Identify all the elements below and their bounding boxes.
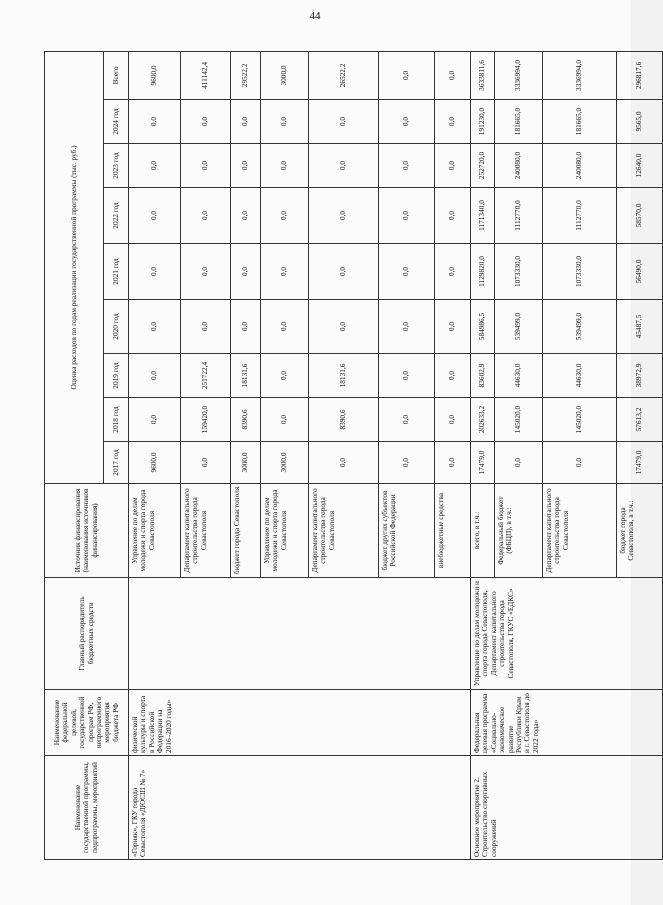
year-value-cell: 1129820,0: [471, 244, 495, 300]
header-total: Всего: [104, 51, 129, 99]
year-value-cell: 0,0: [435, 188, 471, 244]
year-value-cell: 145020,0: [495, 398, 543, 442]
year-value-cell: 240080,0: [543, 144, 617, 188]
year-value-cell: 240080,0: [495, 144, 543, 188]
year-value-cell: 0,0: [129, 244, 181, 300]
year-value-cell: 0,0: [129, 398, 181, 442]
year-value-cell: 0,0: [379, 398, 435, 442]
year-value-cell: 0,0: [379, 442, 435, 484]
year-value-cell: 18131,6: [309, 354, 379, 398]
year-value-cell: 145020,0: [543, 398, 617, 442]
funding-source-cell: бюджет города Севастополя: [231, 484, 261, 578]
year-value-cell: 0,0: [379, 244, 435, 300]
year-value-cell: 0,0: [261, 300, 309, 354]
year-value-cell: 0,0: [231, 188, 261, 244]
year-value-cell: 3000,0: [261, 442, 309, 484]
year-value-cell: 0,0: [379, 188, 435, 244]
year-value-cell: 1073330,0: [495, 244, 543, 300]
funding-source-cell: всего, в т.ч.:: [471, 484, 495, 578]
funding-source-cell: Федеральный бюджет (ФБЦП), в т.ч.:: [495, 484, 543, 578]
year-value-cell: 44630,0: [495, 354, 543, 398]
funding-source-cell: внебюджетные средства: [435, 484, 471, 578]
funding-source-cell: Управление по делам молодежи и спорта города Севастополя: [261, 484, 309, 578]
year-value-cell: 0,0: [231, 300, 261, 354]
year-value-cell: 1073330,0: [543, 244, 617, 300]
year-value-cell: 0,0: [231, 244, 261, 300]
year-value-cell: 0,0: [435, 398, 471, 442]
year-value-cell: 17479,0: [617, 442, 663, 484]
header-year: 2018 год: [104, 398, 129, 442]
total-value-cell: 0,0: [435, 51, 471, 99]
year-value-cell: 0,0: [309, 244, 379, 300]
total-value-cell: 29522,2: [231, 51, 261, 99]
year-value-cell: 0,0: [129, 144, 181, 188]
budget-manager-cell: [129, 578, 471, 690]
year-value-cell: 0,0: [231, 100, 261, 144]
total-value-cell: 0,0: [379, 51, 435, 99]
table-body: [129, 51, 663, 859]
year-value-cell: 252720,0: [471, 144, 495, 188]
year-value-cell: 0,0: [129, 300, 181, 354]
year-value-cell: 0,0: [261, 398, 309, 442]
year-value-cell: 0,0: [309, 188, 379, 244]
funding-source-cell: Департамент капитального строительства города Севастополя: [309, 484, 379, 578]
year-value-cell: 191230,0: [471, 100, 495, 144]
header-year: 2024 год: [104, 100, 129, 144]
year-value-cell: 0,0: [181, 188, 231, 244]
year-value-cell: 57613,2: [617, 398, 663, 442]
year-value-cell: 9600,0: [129, 442, 181, 484]
year-value-cell: 0,0: [181, 442, 231, 484]
header-budget-manager: Главный распорядитель бюджетных средств: [45, 578, 129, 690]
budget-manager-cell: Управление по делам молодежи и спорта города Севастополя, Департамент капитального строительства города Севастополя, ГКУС «ЕДКС»: [471, 578, 663, 690]
year-value-cell: 83602,9: [471, 354, 495, 398]
page-number: 44: [309, 10, 321, 22]
total-value-cell: 3633811,6: [471, 51, 495, 99]
year-value-cell: 0,0: [379, 354, 435, 398]
year-value-cell: 0,0: [261, 144, 309, 188]
year-value-cell: 0,0: [129, 354, 181, 398]
year-value-cell: 0,0: [261, 188, 309, 244]
year-value-cell: 584986,5: [471, 300, 495, 354]
header-year: 2022 год: [104, 188, 129, 244]
year-value-cell: 18131,6: [231, 354, 261, 398]
year-value-cell: 181665,0: [543, 100, 617, 144]
header-year: 2023 год: [104, 144, 129, 188]
total-value-cell: 3336994,0: [543, 51, 617, 99]
year-value-cell: 0,0: [231, 144, 261, 188]
year-value-cell: 3000,0: [231, 442, 261, 484]
table-row: [129, 51, 181, 859]
year-value-cell: 0,0: [261, 354, 309, 398]
year-value-cell: 56490,0: [617, 244, 663, 300]
header-year: 2020 год: [104, 300, 129, 354]
year-value-cell: 0,0: [495, 442, 543, 484]
year-value-cell: 44630,0: [543, 354, 617, 398]
header-funding-source: Источник финансирования (наименования источников финансирования): [45, 484, 129, 578]
program-name-cell: «Горняк», ГКУ города Севастополя «ДЮСШ № 7»: [129, 756, 471, 860]
year-value-cell: 58570,0: [617, 188, 663, 244]
header-year: 2019 год: [104, 354, 129, 398]
year-value-cell: 0,0: [379, 144, 435, 188]
year-value-cell: 1112770,0: [543, 188, 617, 244]
budget-table: [44, 51, 663, 860]
year-value-cell: 12640,0: [617, 144, 663, 188]
header-program: Наименование государственной программы, подпрограммы, мероприятий: [45, 756, 129, 860]
year-value-cell: 0,0: [181, 100, 231, 144]
year-value-cell: 0,0: [379, 100, 435, 144]
year-value-cell: 1112770,0: [495, 188, 543, 244]
header-year: 2017 год: [104, 442, 129, 484]
table-row: [471, 51, 495, 859]
total-value-cell: 411142,4: [181, 51, 231, 99]
total-value-cell: 3336994,0: [495, 51, 543, 99]
year-value-cell: 0,0: [435, 144, 471, 188]
year-value-cell: 0,0: [309, 300, 379, 354]
funding-source-cell: Управление по делам молодежи и спорта города Севастополя: [129, 484, 181, 578]
year-value-cell: 8390,6: [231, 398, 261, 442]
year-value-cell: 8390,6: [309, 398, 379, 442]
year-value-cell: 0,0: [435, 244, 471, 300]
year-value-cell: 0,0: [261, 100, 309, 144]
year-value-cell: 251722,4: [181, 354, 231, 398]
total-value-cell: 9600,0: [129, 51, 181, 99]
header-expense-estimate: Оценка расходов по годам реализации государственной программы (тыс. руб.): [45, 51, 104, 483]
year-value-cell: 17479,0: [471, 442, 495, 484]
year-value-cell: 1171340,0: [471, 188, 495, 244]
header-year: 2021 год: [104, 244, 129, 300]
year-value-cell: 0,0: [435, 100, 471, 144]
year-value-cell: 0,0: [543, 442, 617, 484]
total-value-cell: 3000,0: [261, 51, 309, 99]
year-value-cell: 0,0: [129, 100, 181, 144]
federal-program-cell: физической культуры и спорта в Российской Федерации на 2016–2020 годы»: [129, 690, 471, 756]
year-value-cell: 0,0: [435, 300, 471, 354]
year-value-cell: 0,0: [129, 188, 181, 244]
year-value-cell: 0,0: [379, 300, 435, 354]
year-value-cell: 202633,2: [471, 398, 495, 442]
year-value-cell: 159420,0: [181, 398, 231, 442]
year-value-cell: 0,0: [181, 300, 231, 354]
year-value-cell: 0,0: [261, 244, 309, 300]
header-federal-program: Наименование федеральной целевой, государственной програм РФ, непрограммного мероприятия бюджета РФ: [45, 690, 129, 756]
year-value-cell: 0,0: [181, 244, 231, 300]
year-value-cell: 38972,9: [617, 354, 663, 398]
funding-source-cell: Департамент капитального строительства города Севастополя: [543, 484, 617, 578]
year-value-cell: 539499,0: [495, 300, 543, 354]
year-value-cell: 539499,0: [543, 300, 617, 354]
year-value-cell: 0,0: [435, 354, 471, 398]
rotated-table-wrapper: [44, 52, 644, 860]
year-value-cell: 0,0: [181, 144, 231, 188]
federal-program-cell: Федеральная целевая программа «Социально-экономическое развитие Республики Крым и г. Севастополя до 2022 года»: [471, 690, 663, 756]
year-value-cell: 0,0: [435, 442, 471, 484]
year-value-cell: 9565,0: [617, 100, 663, 144]
program-name-cell: Основное мероприятие 2. Строительство спортивных сооружений: [471, 756, 663, 860]
year-value-cell: 45487,5: [617, 300, 663, 354]
funding-source-cell: бюджет города Севастополя, в т.ч.:: [617, 484, 663, 578]
year-value-cell: 0,0: [309, 442, 379, 484]
total-value-cell: 26522,2: [309, 51, 379, 99]
total-value-cell: 296817,6: [617, 51, 663, 99]
year-value-cell: 0,0: [309, 144, 379, 188]
year-value-cell: 0,0: [309, 100, 379, 144]
year-value-cell: 181665,0: [495, 100, 543, 144]
funding-source-cell: Департамент капитального строительства города Севастополя: [181, 484, 231, 578]
funding-source-cell: бюджет других субъектов Российской Федерации: [379, 484, 435, 578]
